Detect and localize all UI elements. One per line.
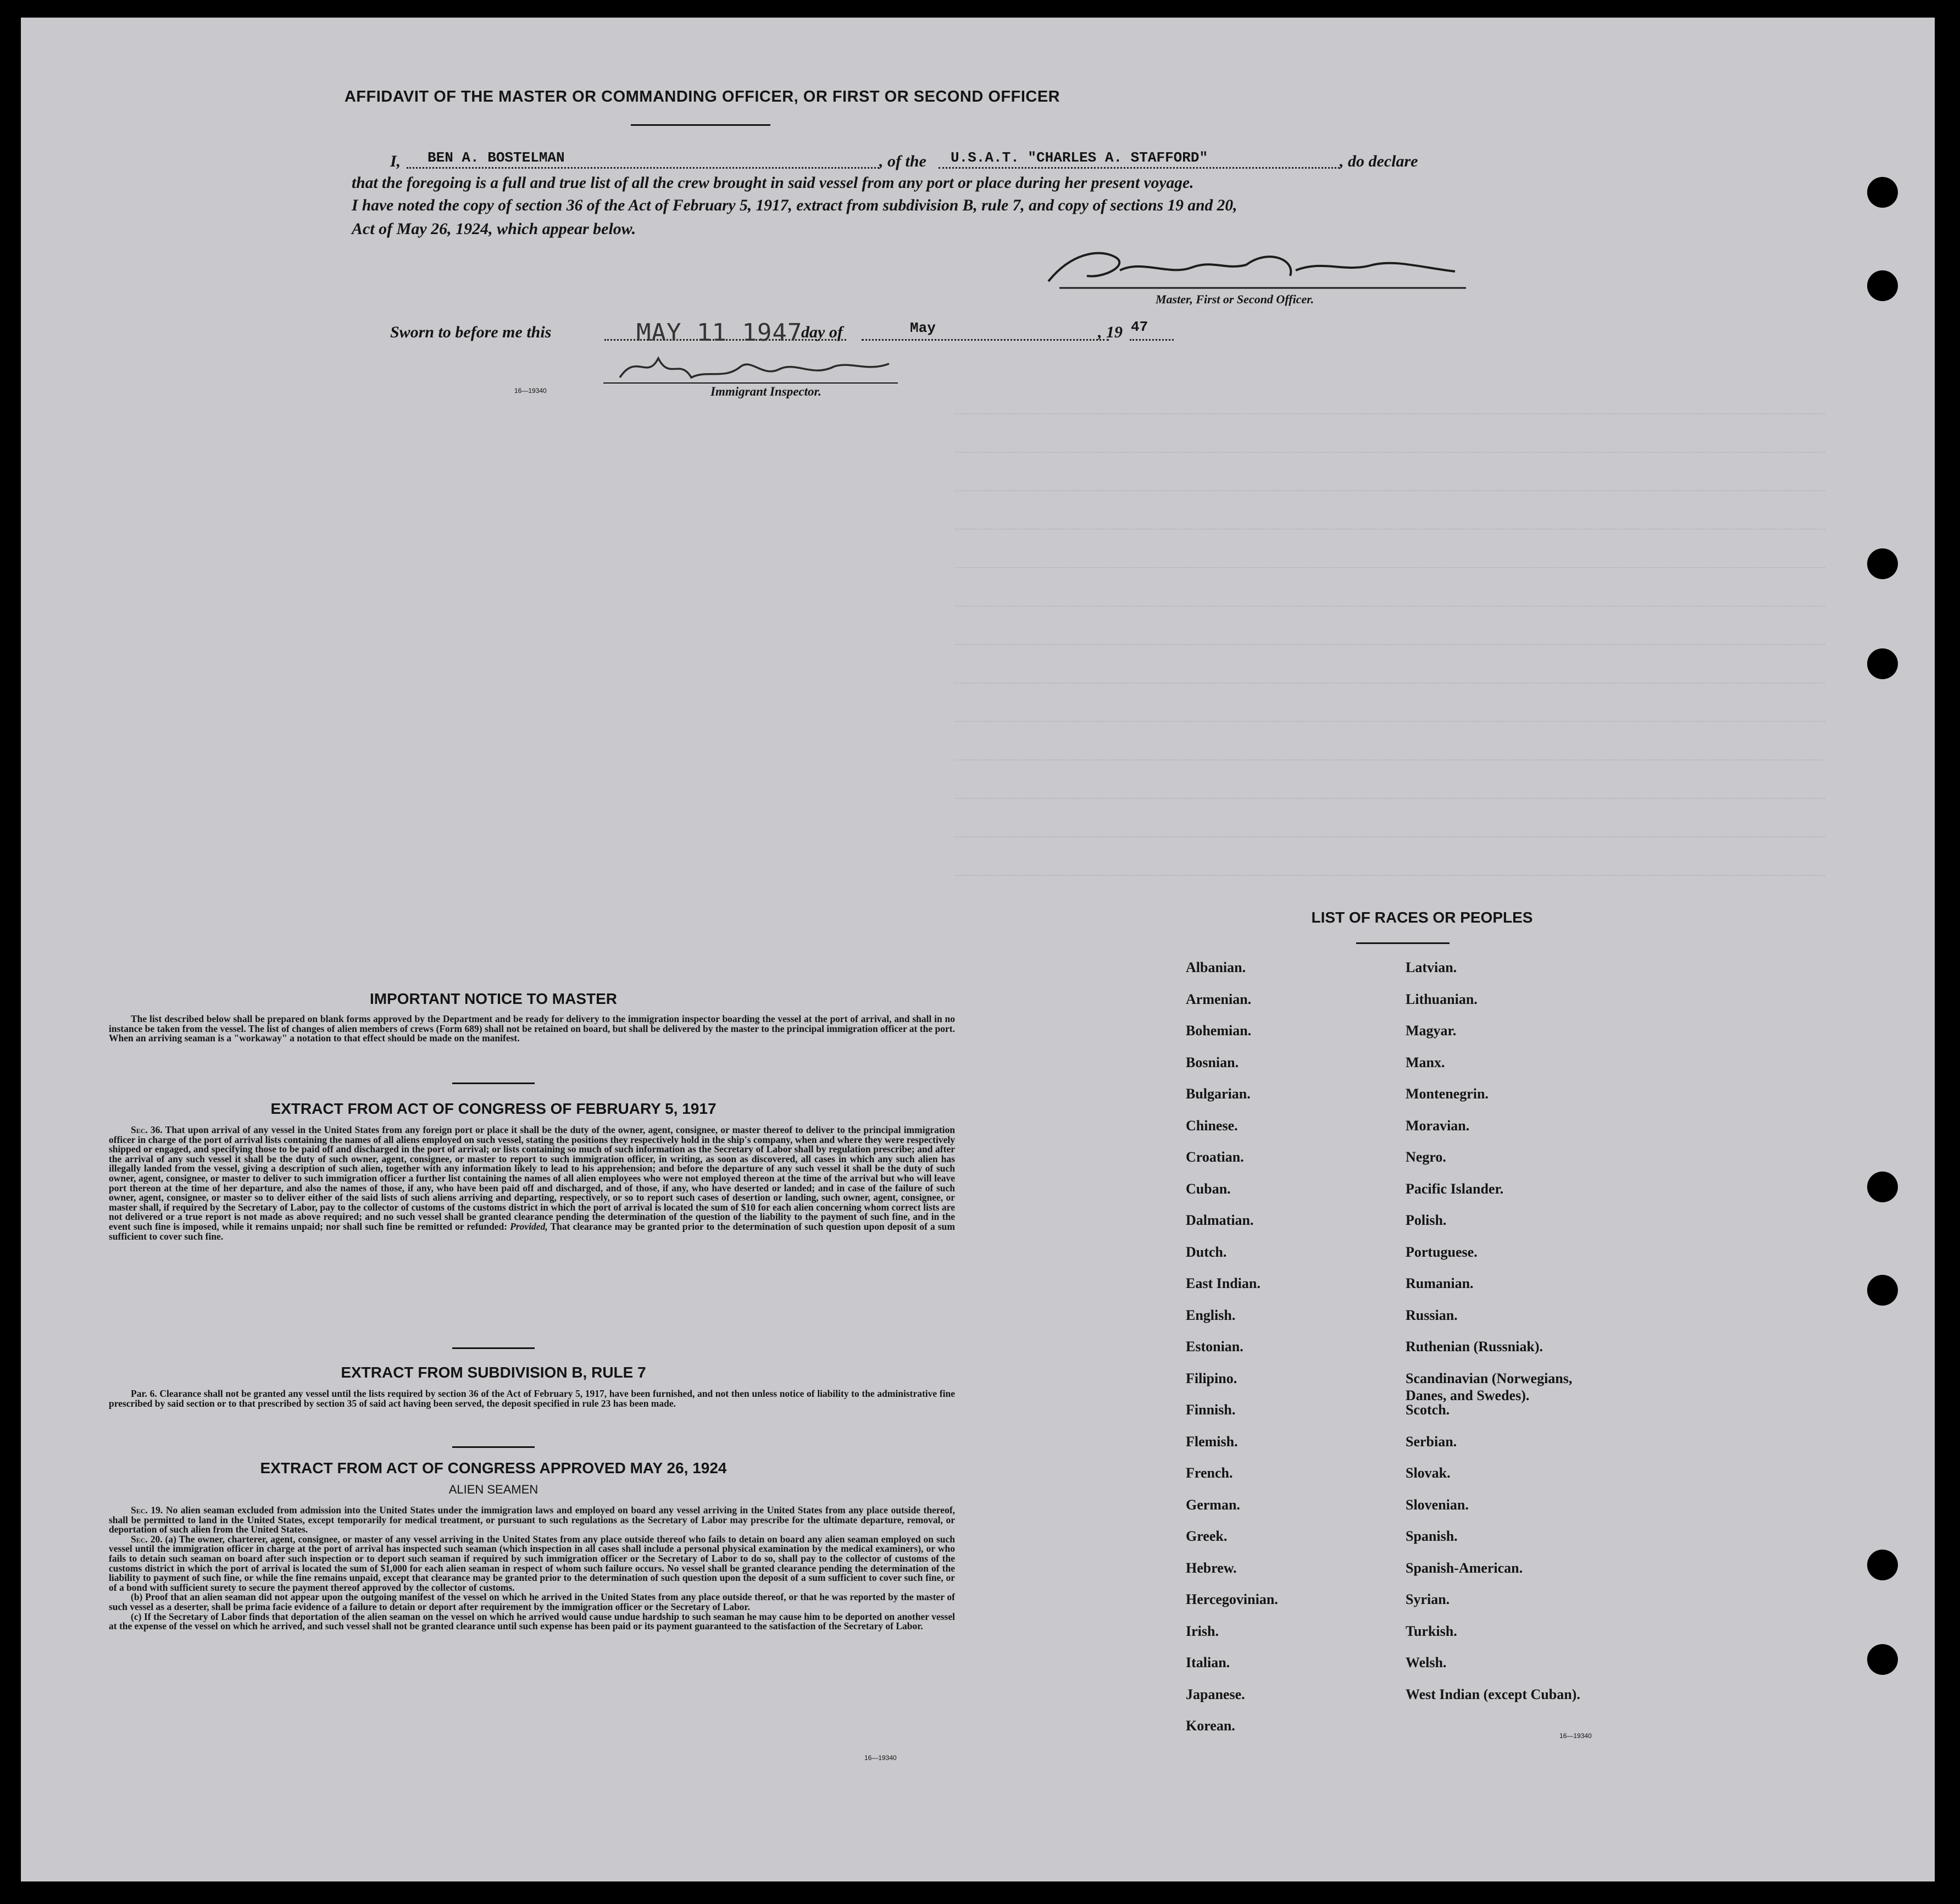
race-item: Hercegovinian. (1186, 1591, 1278, 1607)
races-form-number: 16—19340 (1559, 1732, 1592, 1740)
race-item: Korean. (1186, 1718, 1235, 1734)
race-item: Cuban. (1186, 1180, 1231, 1197)
rule7-rule (452, 1446, 535, 1448)
master-signature (1037, 237, 1477, 298)
affidavit-line1-prefix: I, (390, 152, 401, 170)
race-item: West Indian (except Cuban). (1406, 1686, 1580, 1702)
race-item: Slovak. (1406, 1465, 1451, 1481)
race-item: Italian. (1186, 1655, 1230, 1670)
race-item: Greek. (1186, 1528, 1228, 1544)
affidavit-line1-suffix: , do declare (1340, 152, 1418, 170)
extract-1924-subtitle: ALIEN SEAMEN (448, 1483, 538, 1496)
affidavit-line2: that the foregoing is a full and true list of all the crew brought in said vessel from any port or place during her present voyage. (352, 174, 1194, 192)
race-item: Syrian. (1406, 1591, 1450, 1607)
date-stamp: MAY 11 1947 (636, 319, 803, 347)
notice-title: IMPORTANT NOTICE TO MASTER (369, 990, 618, 1007)
extract-1924-form-number: 16—19340 (864, 1754, 897, 1762)
punch-hole (1867, 270, 1898, 301)
sworn-day-of: day of (801, 323, 843, 341)
race-item: Flemish. (1186, 1433, 1238, 1450)
sworn-month-line (862, 339, 1109, 341)
inspector-rule (603, 382, 898, 384)
master-signature-caption: Master, First or Second Officer. (1156, 292, 1314, 306)
punch-hole (1867, 1275, 1898, 1306)
races-rule (1356, 942, 1450, 944)
race-item: English. (1186, 1307, 1236, 1323)
race-item: East Indian. (1186, 1275, 1261, 1291)
race-item: German. (1186, 1496, 1240, 1513)
race-item: Polish. (1406, 1212, 1447, 1228)
race-item: Ruthenian (Russniak). (1406, 1339, 1543, 1355)
notice-text: The list described below shall be prepared on blank forms approved by the Department and be ready for delivery to the immigration inspector boarding the vessel at the port of arrival, and shall in no instance be taken from the vessel. The list of changes of alien members of crews (Form 689) shall not be retained on board, but shall be delivered by the master to the principal immigration officer at the port. When an arriving seaman is a "workaway" a notation to that effect should be made on the manifest. (109, 1013, 955, 1044)
race-item: Serbian. (1406, 1433, 1457, 1450)
race-item: Latvian. (1406, 959, 1457, 975)
race-item: Montenegrin. (1406, 1086, 1489, 1102)
race-item: Moravian. (1406, 1117, 1470, 1134)
race-item: Magyar. (1406, 1023, 1457, 1039)
race-item: Negro. (1406, 1149, 1446, 1165)
race-item: Dutch. (1186, 1244, 1227, 1260)
sworn-year-prefix: , 19 (1098, 323, 1123, 341)
races-title: LIST OF RACES OR PEOPLES (1311, 909, 1533, 926)
race-item: Armenian. (1186, 991, 1252, 1007)
race-item: Bulgarian. (1186, 1086, 1251, 1102)
race-item: Pacific Islander. (1406, 1180, 1504, 1197)
race-item: Lithuanian. (1406, 991, 1478, 1007)
form-page (21, 18, 1935, 1881)
race-item: French. (1186, 1465, 1233, 1481)
race-item: Welsh. (1406, 1655, 1447, 1670)
vessel-name-line (939, 167, 1340, 169)
race-item: Scandinavian (Norwegians, (1406, 1370, 1573, 1386)
punch-hole (1867, 548, 1898, 579)
extract-1924-text: Sec. 19. No alien seaman excluded from admission into the United States under the immigration laws and employed on board any vessel arriving in the United States from any place outside thereof, shall be permitted to land in the United States, except temporarily for medical treatment, or pursuant to such regulations as the Secretary of Labor may prescribe for the ultimate departure, removal, or deportation of such alien from the United States. Sec. 20. (a) The owner, charterer, agent, consignee, or master of any vessel arriving in the United States from any place outside thereof who fails to detain on board any alien seaman employed on such vessel until the immigration officer in charge at the port of arrival has inspected such seaman (which inspection in all cases shall include a personal physical examination by the medical examiners), or who fails to detain such seaman on board after such inspection or to deport such seaman if required by such immigration officer or the Secretary of Labor to do so, shall pay to the collector of customs of the customs district in which the port of arrival is located the sum of $1,000 for each alien seaman in respect of whom such failure occurs. No vessel shall be granted clearance pending the determination of the liability to payment of such fine, or while the fine remains unpaid, except that clearance may be granted prior to the determination of such question upon the deposit of a sum sufficient to cover such fine, or of a bond with sufficient surety to secure the payment thereof approved by the collector of customs. (b) Proof that an alien seaman did not appear upon the outgoing manifest of the vessel on which he arrived in the United States from any place outside thereof, or that he was reported by the master of such vessel as a deserter, shall be prima facie evidence of a failure to detain or deport after requirement by the immigration officer or the Secretary of Labor. (c) If the Secretary of Labor finds that deportation of the alien seaman on the vessel on which he arrived would cause undue hardship to such seaman he may cause him to be deported on another vessel at the expense of the vessel on which he arrived, and such vessel shall not be granted clearance until such expense has been paid or its payment guaranteed to the satisfaction of the Secretary of Labor. (109, 1505, 956, 1632)
master-name: BEN A. BOSTELMAN (427, 149, 565, 166)
race-item: Russian. (1406, 1307, 1458, 1323)
affidavit-title: AFFIDAVIT OF THE MASTER OR COMMANDING OFFICER, OR FIRST OR SECOND OFFICER (344, 88, 1060, 106)
race-item: Hebrew. (1186, 1559, 1237, 1576)
sworn-prefix: Sworn to before me this (390, 323, 552, 341)
punch-hole (1867, 1550, 1898, 1580)
race-item: Estonian. (1186, 1339, 1243, 1355)
inspector-caption: Immigrant Inspector. (710, 385, 821, 398)
affidavit-line3: I have noted the copy of section 36 of the Act of February 5, 1917, extract from subdivision B, rule 7, and copy of sections 19 and 20, (352, 197, 1237, 214)
race-item: Albanian. (1186, 959, 1246, 975)
race-item: Croatian. (1186, 1149, 1244, 1165)
affidavit-form-number: 16—19340 (514, 387, 547, 395)
race-item: Bohemian. (1186, 1023, 1252, 1039)
rule7-text: Par. 6. Clearance shall not be granted any vessel until the lists required by section 36 of the Act of February 5, 1917, have been furnished, and not then unless notice of liability to the administrative fine prescribed by said section or to that prescribed by section 35 of said act having been served, the deposit specified in rule 23 has been made. (109, 1388, 955, 1409)
sworn-month: May (910, 320, 936, 336)
race-item: Spanish-American. (1406, 1559, 1523, 1576)
master-name-line (407, 167, 879, 169)
race-item: Scotch. (1406, 1402, 1450, 1418)
sworn-year-line (1130, 339, 1174, 341)
race-item: Dalmatian. (1186, 1212, 1254, 1228)
extract-1917-text: Sec. 36. That upon arrival of any vessel in the United States from any foreign port or place it shall be the duty of the owner, agent, consignee, or master thereof to deliver to the principal immigration officer in charge of the port of arrival lists containing the names of all aliens employed on such vessel, stating the positions they respectively hold in the ship's company, when and where they were respectively shipped or engaged, and specifying those to be paid off and discharged in the port of arrival; or lists containing so much of such information as the Secretary of Labor shall by regulation prescribe; and after the arrival of any such vessel it shall be the duty of such owner, agent, consignee, or master to report to such immigration officer, in writing, as soon as discovered, all cases in which any such alien has illegally landed from the vessel, giving a description of such alien, together with any information likely to lead to his apprehension; and before the departure of any such vessel it shall be the duty of such owner, agent, consignee, or master to deliver to such immigration officer a further list containing the names of all alien employees who were not employed thereon at the time of the arrival but who will leave port thereon at the time of her departure, and also the names of those, if any, who have been paid off and discharged, and of those, if any, who have deserted or landed; and in case of the failure of such owner, agent, consignee, or master so to deliver either of the said lists of such aliens arriving and departing, respectively, or so to report such cases of desertion or landing, such owner, agent, consignee, or master shall, if required by the Secretary of Labor, pay to the collector of customs of the customs district in which the port of arrival is located the sum of $10 for each alien concerning whom correct lists are not delivered or a true report is not made as above required; and no such vessel shall be granted clearance pending the determination of the question of the liability to the payment of such fine, and in the event such fine is imposed, while it remains unpaid; nor shall such fine be remitted or refunded: Provided, That clearance may be granted prior to the determination of such question upon deposit of a sum sufficient to cover such fine. (109, 1124, 956, 1242)
punch-hole (1867, 177, 1898, 208)
race-item: Spanish. (1406, 1528, 1458, 1544)
title-rule (631, 124, 770, 126)
race-item: Manx. (1406, 1054, 1445, 1070)
race-item: Japanese. (1186, 1686, 1245, 1702)
rule7-title: EXTRACT FROM SUBDIVISION B, RULE 7 (341, 1364, 646, 1381)
punch-hole (1867, 648, 1898, 679)
race-item: Portuguese. (1406, 1244, 1478, 1260)
punch-hole (1867, 1172, 1898, 1202)
race-item: Irish. (1186, 1623, 1219, 1639)
extract-1917-rule (452, 1347, 535, 1349)
affidavit-line4: Act of May 26, 1924, which appear below. (352, 220, 636, 238)
notice-rule (452, 1083, 535, 1084)
extract-1917-title: EXTRACT FROM ACT OF CONGRESS OF FEBRUARY 5, 1917 (270, 1100, 717, 1117)
race-item: Slovenian. (1406, 1496, 1469, 1513)
race-item: Finnish. (1186, 1402, 1236, 1418)
affidavit-line1-mid: , of the (879, 152, 926, 170)
race-item: Turkish. (1406, 1623, 1457, 1639)
extract-1924-title: EXTRACT FROM ACT OF CONGRESS APPROVED MAY 26, 1924 (260, 1459, 727, 1476)
vessel-name: U.S.A.T. "CHARLES A. STAFFORD" (951, 149, 1208, 166)
race-item: Rumanian. (1406, 1275, 1474, 1291)
sworn-year: 47 (1131, 319, 1148, 335)
race-item: Chinese. (1186, 1117, 1238, 1134)
race-item: Filipino. (1186, 1370, 1237, 1386)
race-item: Danes, and Swedes). (1406, 1387, 1530, 1403)
punch-hole (1867, 1644, 1898, 1675)
race-item: Bosnian. (1186, 1054, 1239, 1070)
